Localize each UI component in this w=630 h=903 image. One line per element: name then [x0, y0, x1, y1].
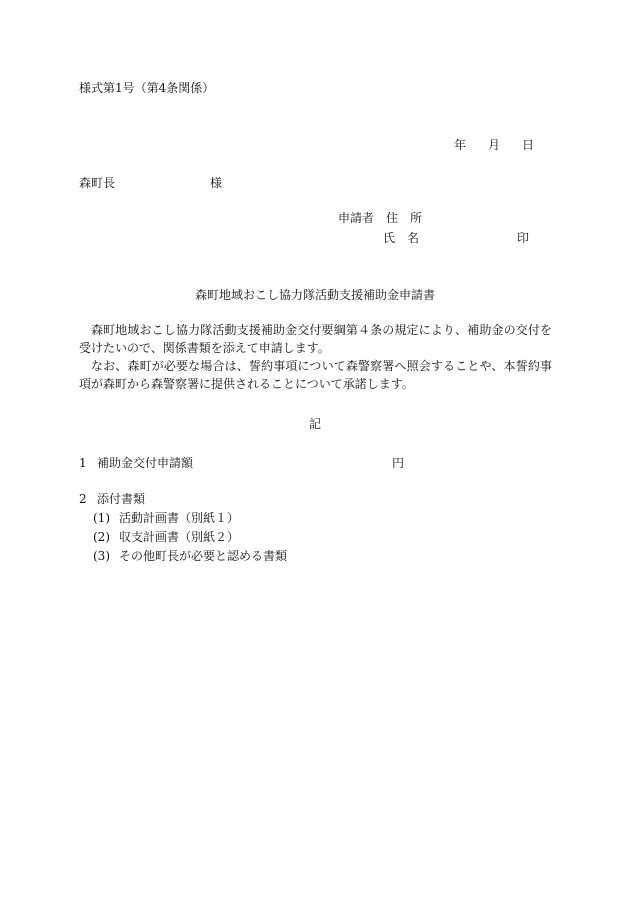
attachment-item	[93, 548, 287, 564]
body-text	[79, 321, 552, 393]
seal-mark: 印	[517, 231, 530, 245]
attachment-number: (1)	[93, 511, 110, 525]
addressee-name: 森町長	[79, 176, 116, 190]
attachment-label: その他町長が必要と認める書類	[119, 549, 288, 563]
item-attachments	[79, 491, 145, 507]
item-label: 添付書類	[97, 492, 146, 506]
attachment-number: (2)	[93, 530, 110, 544]
form-number: 様式第1号（第4条関係）	[79, 81, 215, 95]
attachment-item	[93, 510, 239, 526]
item-number: 1	[79, 456, 87, 470]
item-requested-amount	[79, 455, 404, 471]
addressee-honorific: 様	[210, 176, 223, 190]
attachment-item	[93, 529, 239, 545]
attachment-label: 収支計画書（別紙２）	[119, 530, 240, 544]
ki-heading: 記	[308, 417, 321, 431]
document-title: 森町地域おこし協力隊活動支援補助金申請書	[194, 288, 435, 302]
date-month-label: 月	[487, 138, 500, 152]
attachment-label: 活動計画書（別紙１）	[119, 511, 240, 525]
currency-unit: 円	[392, 456, 405, 470]
attachment-number: (3)	[93, 549, 110, 563]
applicant-address-label: 住 所	[386, 211, 423, 225]
date-line	[454, 137, 534, 153]
addressee	[79, 175, 222, 191]
applicant-name-label: 氏 名	[383, 231, 420, 245]
body-paragraph-2: なお、森町が必要な場合は、誓約事項について森警察署へ照会することや、本誓約事項が森町から森警察署に提供されることについて承諾します。	[79, 359, 552, 391]
item-number: 2	[79, 492, 87, 506]
item-label: 補助金交付申請額	[97, 456, 194, 470]
body-paragraph-1: 森町地域おこし協力隊活動支援補助金交付要綱第４条の規定により、補助金の交付を受けたいので、関係書類を添えて申請します。	[79, 323, 552, 355]
applicant-address-line	[338, 210, 422, 226]
applicant-name-line	[383, 230, 529, 246]
date-day-label: 日	[521, 138, 534, 152]
date-year-label: 年	[453, 138, 466, 152]
applicant-label: 申請者	[338, 211, 375, 225]
